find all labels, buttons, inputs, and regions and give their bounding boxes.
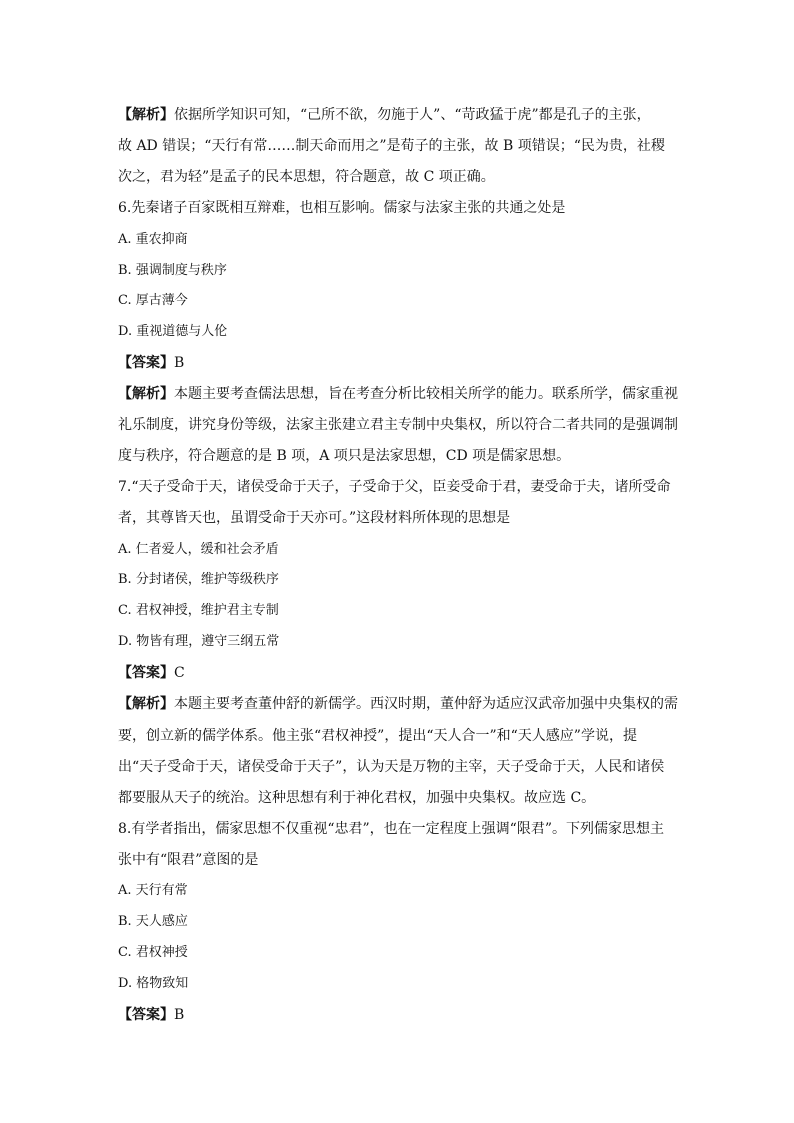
question-8-option-c: C. 君权神授 (118, 945, 188, 960)
question-7-option-b: B. 分封诸侯，维护等级秩序 (118, 572, 279, 587)
question-6-option-c: C. 厚古薄今 (118, 293, 188, 308)
question-6-option-b: B. 强调制度与秩序 (118, 263, 227, 278)
question-8-stem-line: 8.有学者指出，儒家思想不仅重视“忠君”，也在一定程度上强调“限君”。下列儒家思想主 (118, 821, 664, 837)
analysis-tag: 【解析】 (118, 107, 174, 123)
question-8-option-a: A. 天行有常 (118, 883, 188, 898)
analysis-text: 本题主要考查董仲舒的新儒学。西汉时期，董仲舒为适应汉武帝加强中央集权的需 (174, 696, 678, 712)
analysis-text: 依据所学知识可知，“己所不欲，勿施于人”、“苛政猛于虎”都是孔子的主张， (174, 107, 651, 123)
question-7-analysis-line: 都要服从天子的统治。这种思想有利于神化君权，加强中央集权。故应选 C。 (118, 790, 596, 806)
answer-tag: 【答案】 (118, 355, 174, 371)
question-7-analysis-line: 要，创立新的儒学体系。他主张“君权神授”，提出“天人合一”和“天人感应”学说，提 (118, 728, 637, 744)
analysis-tag: 【解析】 (118, 696, 174, 712)
question-7-option-d: D. 物皆有理，遵守三纲五常 (118, 634, 280, 649)
question-8-stem-line: 张中有“限君”意图的是 (118, 852, 259, 868)
answer-value: B (174, 1007, 185, 1023)
question-6-stem: 6.先秦诸子百家既相互辩难，也相互影响。儒家与法家主张的共通之处是 (118, 200, 566, 216)
analysis-line (118, 105, 678, 125)
question-7-stem-line: 者，其尊皆天也，虽谓受命于天亦可。”这段材料所体现的思想是 (118, 510, 511, 526)
question-6-option-a: A. 重农抑商 (118, 232, 188, 247)
question-7-analysis-line (118, 694, 678, 714)
question-6-analysis-line (118, 384, 678, 404)
analysis-text: 本题主要考查儒法思想，旨在考查分析比较相关所学的能力。联系所学，儒家重视 (174, 386, 678, 402)
analysis-line: 次之，君为轻”是孟子的民本思想，符合题意，故 C 项正确。 (118, 169, 495, 185)
question-7-analysis-line: 出“天子受命于天，诸侯受命于天子”，认为天是万物的主宰，天子受命于天，人民和诸侯 (118, 759, 665, 775)
answer-tag: 【答案】 (118, 665, 174, 681)
answer-tag: 【答案】 (118, 1007, 174, 1023)
question-8-option-d: D. 格物致知 (118, 976, 189, 991)
answer-value: B (174, 355, 185, 371)
question-7-option-a: A. 仁者爱人，缓和社会矛盾 (118, 542, 279, 557)
analysis-line: 故 AD 错误；“天行有常……制天命而用之”是荀子的主张，故 B 项错误；“民为贵，社稷 (118, 138, 665, 154)
question-6-answer (118, 353, 678, 373)
question-8-option-b: B. 天人感应 (118, 914, 188, 929)
question-7-option-c: C. 君权神授，维护君主专制 (118, 603, 279, 618)
answer-value: C (174, 665, 185, 681)
question-6-analysis-line: 礼乐制度，讲究身份等级，法家主张建立君主专制中央集权，所以符合二者共同的是强调制 (118, 417, 678, 433)
question-6-analysis-line: 度与秩序，符合题意的是 B 项，A 项只是法家思想，CD 项是儒家思想。 (118, 448, 571, 464)
question-8-answer (118, 1005, 678, 1025)
question-6-option-d: D. 重视道德与人伦 (118, 324, 228, 339)
question-7-stem-line: 7.“天子受命于天，诸侯受命于天子，子受命于父，臣妾受命于君，妻受命于夫，诸所受命 (118, 479, 671, 495)
question-7-answer (118, 663, 678, 683)
analysis-tag: 【解析】 (118, 386, 174, 402)
